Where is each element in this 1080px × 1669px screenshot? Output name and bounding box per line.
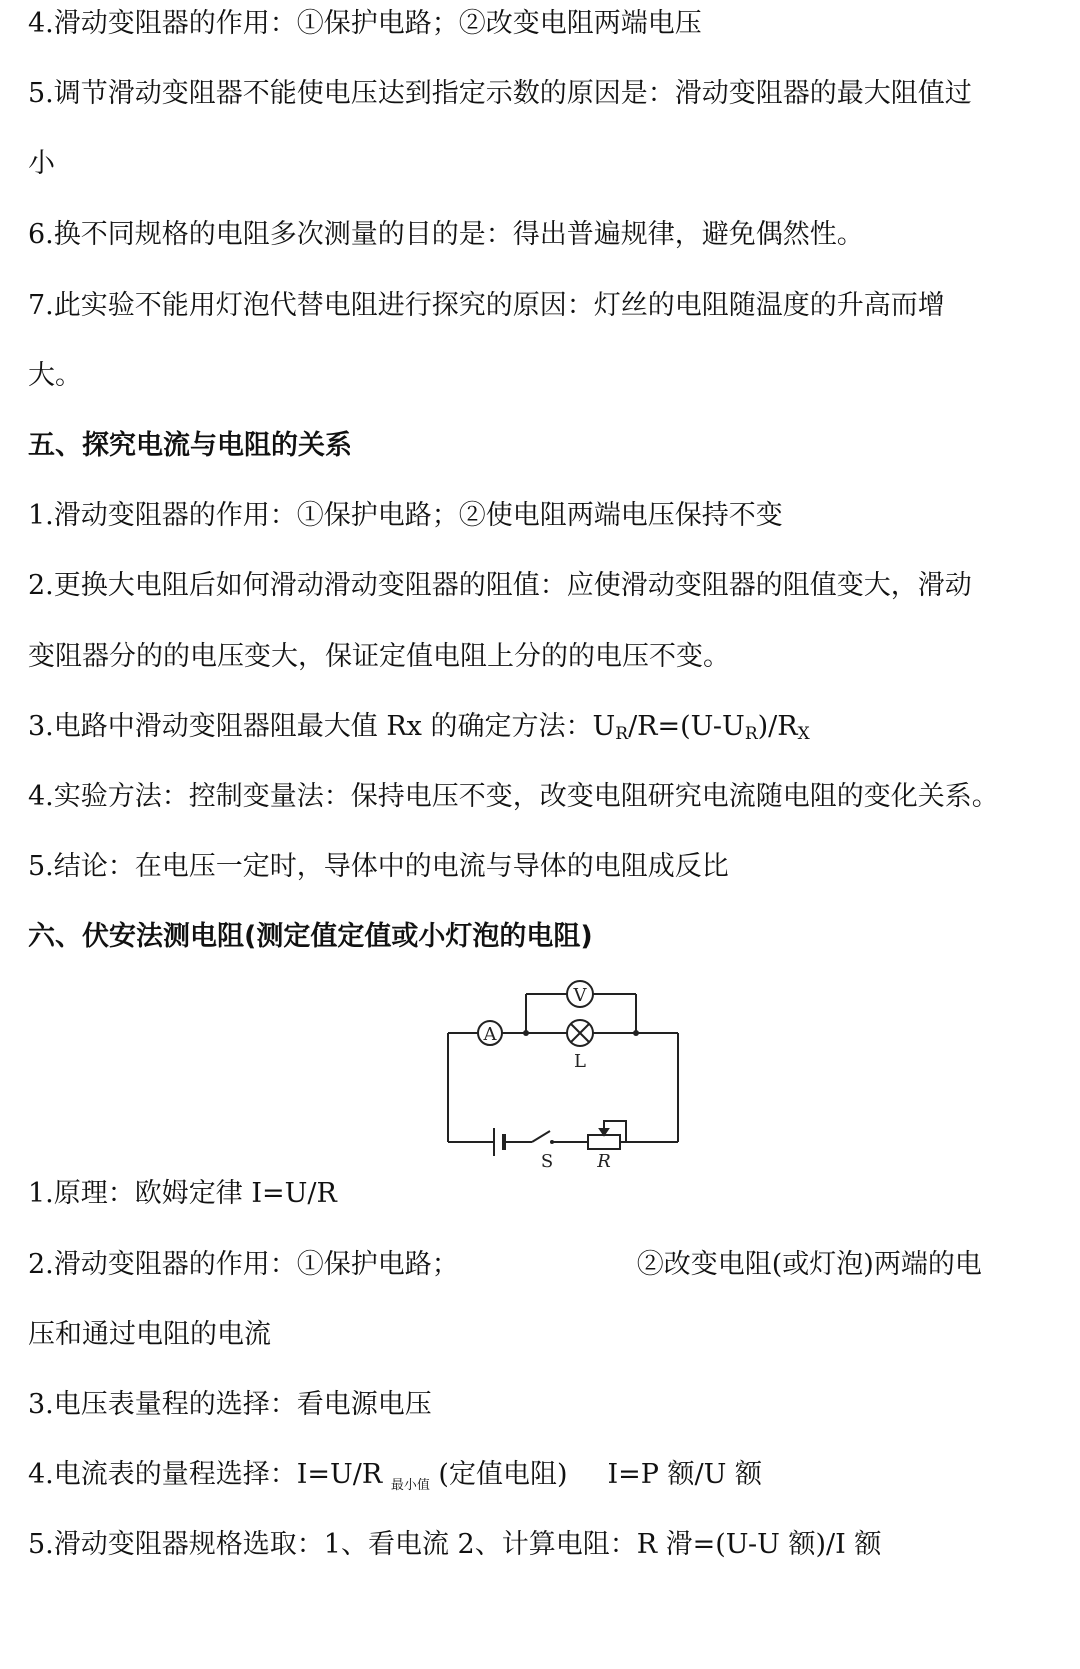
s4-item-4: 4.滑动变阻器的作用：①保护电路；②改变电阻两端电压	[28, 8, 702, 39]
s5-item-1: 1.滑动变阻器的作用：①保护电路；②使电阻两端电压保持不变	[28, 500, 783, 531]
s6-item-4	[28, 1455, 1020, 1506]
s6-item-4-prefix: 4.电流表的量程选择：I=U/R	[28, 1459, 383, 1490]
s5-item-3-mid1: /R=(U-U	[628, 711, 745, 742]
section-6-heading: 六、伏安法测电阻(测定值定值或小灯泡的电阻)	[28, 921, 593, 952]
s5-item-2-line2: 变阻器分的的电压变大，保证定值电阻上分的的电压不变。	[28, 641, 730, 672]
battery-symbol	[494, 1128, 504, 1156]
s4-item-6: 6.换不同规格的电阻多次测量的目的是：得出普遍规律，避免偶然性。	[28, 219, 864, 250]
s6-item-2-part2: ②改变电阻(或灯泡)两端的电	[636, 1249, 982, 1280]
lamp-symbol	[567, 1020, 593, 1046]
s6-item-4-mid: (定值电阻)	[429, 1459, 568, 1490]
switch-symbol	[532, 1131, 554, 1144]
s6-item-4-sub: 最小值	[390, 1478, 430, 1493]
voltmeter-symbol	[567, 981, 593, 1007]
s5-item-3-sub2: R	[744, 724, 758, 744]
s6-item-5: 5.滑动变阻器规格选取：1、看电流 2、计算电阻：R 滑=(U-U 额)/I 额	[28, 1529, 882, 1560]
s5-item-3-mid2: )/R	[757, 711, 798, 742]
s5-item-4: 4.实验方法：控制变量法：保持电压不变，改变电阻研究电流随电阻的变化关系。	[28, 781, 999, 812]
s5-item-3-sub3: X	[797, 724, 810, 744]
circuit-diagram	[440, 972, 700, 1176]
s5-item-3	[28, 707, 1020, 754]
lamp-label: L	[574, 1051, 586, 1072]
s6-item-2-line1	[28, 1245, 1020, 1285]
ammeter-symbol	[478, 1021, 502, 1045]
s4-item-7-line1: 7.此实验不能用灯泡代替电阻进行探究的原因：灯丝的电阻随温度的升高而增	[28, 290, 945, 321]
ammeter-label: A	[483, 1024, 497, 1045]
s5-item-3-sub1: R	[615, 724, 629, 744]
s6-item-2-part1: 2.滑动变阻器的作用：①保护电路；	[28, 1249, 459, 1280]
voltmeter-label: V	[573, 985, 587, 1006]
s5-item-2-line1: 2.更换大电阻后如何滑动滑动变阻器的阻值：应使滑动变阻器的阻值变大，滑动	[28, 570, 972, 601]
switch-label: S	[540, 1151, 554, 1172]
s5-item-5: 5.结论：在电压一定时，导体中的电流与导体的电阻成反比	[28, 851, 729, 882]
s5-item-3-prefix: 3.电路中滑动变阻器阻最大值 Rx 的确定方法：U	[28, 711, 616, 742]
s4-item-7-line2: 大。	[28, 360, 82, 391]
s4-item-5-line1: 5.调节滑动变阻器不能使电压达到指定示数的原因是：滑动变阻器的最大阻值过	[28, 78, 972, 109]
rheostat-symbol	[588, 1121, 626, 1149]
section-5-heading: 五、探究电流与电阻的关系	[28, 430, 352, 461]
rheostat-label: R	[597, 1151, 611, 1172]
s6-item-1: 1.原理：欧姆定律 I=U/R	[28, 1178, 337, 1209]
s6-item-2-line2: 压和通过电阻的电流	[28, 1319, 271, 1350]
s6-item-4-suffix: I=P 额/U 额	[607, 1459, 762, 1490]
s4-item-5-line2: 小	[28, 148, 55, 179]
s6-item-3: 3.电压表量程的选择：看电源电压	[28, 1389, 432, 1420]
